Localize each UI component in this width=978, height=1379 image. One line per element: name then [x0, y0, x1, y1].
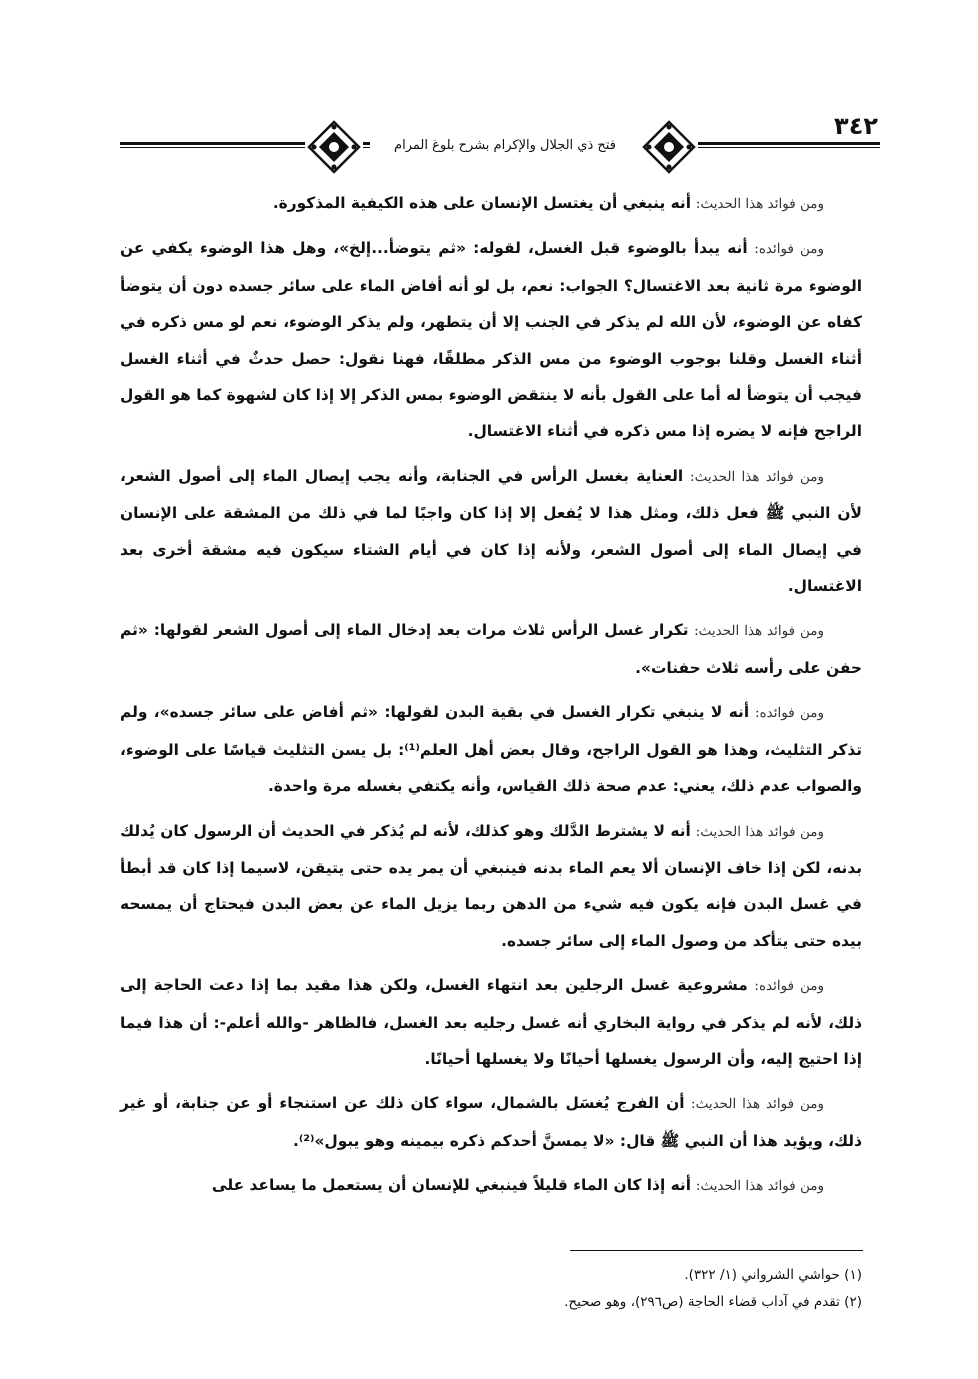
paragraph-text: أنه لا ينبغي تكرار الغسل في بقية البدن لقولها: «ثم أفاض على سائر جسده»، ولم تذكر التثليث، وهذا هو القول الراجح، وقال بعض أهل العلم⁽¹⁾: بل يسن التثليث قياسًا على الوضوء، والصواب عدم ذلك، يعني: عدم صحة ذلك القياس، وأنه يكتفي بغسله مرة واحدة. [120, 703, 862, 796]
paragraph-lead: ومن فوائده: [754, 978, 824, 995]
paragraph [120, 185, 862, 222]
paragraph-lead: ومن فوائده: [754, 241, 824, 258]
paragraph-lead: ومن فوائد هذا الحديث: [691, 1096, 824, 1113]
body-text [120, 185, 862, 1213]
paragraph-text: أنه لا يشترط الدَّلك وهو كذلك، لأنه لم يُذكر في الحديث أن الرسول كان يُدلك بدنه، لكن إذا خاف الإنسان ألا يعم الماء بدنه فينبغي أن يمر يده حتى يتيقن، لاسيما إذا كان قد أبطأ في غسل البدن فإنه يكون فيه شيء من الدهن ربما يزيل الماء عن بعض البدن فيحتاج أن يمسحه بيده حتى يتأكد من وصول الماء إلى سائر جسده. [120, 821, 862, 950]
paragraph-lead: ومن فوائده: [755, 705, 824, 722]
paragraph-text: مشروعية غسل الرجلين بعد انتهاء الغسل، ولكن هذا مقيد بما إذا دعت الحاجة إلى ذلك، لأنه لم يذكر في رواية البخاري أنه غسل رجليه بعد الغسل، فالظاهر -والله أعلم-: أن هذا فيما إذا احتيج إليه، وأن الرسول يغسلها أحيانًا ولا يغسلها أحيانًا. [120, 976, 862, 1068]
paragraph-text: أن الفرج يُغسَل بالشمال، سواء كان ذلك عن استنجاء أو عن جنابة، أو غير ذلك، ويؤيد هذا أن النبي ﷺ قال: «لا يمسنَّ أحدكم ذكره بيمينه وهو يبول»⁽²⁾. [120, 1094, 862, 1150]
paragraph-lead: ومن فوائد هذا الحديث: [695, 823, 825, 840]
paragraph [120, 813, 862, 960]
paragraph [120, 458, 862, 605]
paragraph-lead: ومن فوائد هذا الحديث: [690, 468, 824, 485]
page-number: ٣٤٢ [834, 112, 878, 140]
footnote-separator [570, 1250, 863, 1251]
paragraph [120, 967, 862, 1077]
paragraph [120, 230, 862, 449]
ornament-left-icon [305, 118, 363, 176]
paragraph [120, 1167, 862, 1204]
page-header [120, 112, 880, 172]
paragraph [120, 612, 862, 686]
paragraph-lead: ومن فوائد هذا الحديث: [695, 1178, 824, 1195]
paragraph-text: تكرار غسل الرأس ثلاث مرات بعد إدخال الماء إلى أصول الشعر لقولها: «ثم حفن على رأسه ثلاث حفنات». [120, 621, 862, 677]
paragraph-lead: ومن فوائد هذا الحديث: [695, 196, 824, 212]
paragraph [120, 1085, 862, 1159]
footnote: (٢) تقدم في آداب قضاء الحاجة (ص٢٩٦)، وهو صحيح. [564, 1294, 862, 1310]
ornament-right-icon [640, 118, 698, 176]
footnote: (١) حواشي الشرواني (١/ ٣٢٢). [684, 1267, 862, 1283]
running-title: فتح ذي الجلال والإكرام بشرح بلوغ المرام [370, 134, 640, 158]
footnotes [120, 1262, 862, 1316]
paragraph-text: أنه يبدأ بالوضوء قبل الغسل، لقوله: «ثم يتوضأ...إلخ»، وهل هذا الوضوء يكفي عن الوضوء مرة ثانية بعد الاغتسال؟ الجواب: نعم، بل لو أنه أفاض الماء على سائر جسده دون أن يتوضأ كفاه عن الوضوء، لأن الله لم يذكر في الجنب إلا أن يتطهر، ولم يذكر الوضوء، نعم لو مس ذكره في أثناء الغسل وقلنا بوجوب الوضوء من مس الذكر مطلقًا، فهنا نقول: حصل حدثٌ في أثناء الغسل فيجب أن يتوضأ له أما على القول بأنه لا ينتقض الوضوء بمس الذكر إلا إذا كان لشهوة كما هو القول الراجح فإنه لا يضره إذا مس ذكره في أثناء الاغتسال. [120, 239, 862, 441]
paragraph-text: العناية بغسل الرأس في الجنابة، وأنه يجب إيصال الماء إلى أصول الشعر، لأن النبي ﷺ فعل ذلك، ومثل هذا لا يُفعل إلا إذا كان واجبًا لما في ذلك من المشقة على الإنسان في إيصال الماء إلى أصول الشعر، ولأنه إذا كان في أيام الشتاء سيكون فيه مشقة أخرى بعد الاغتسال. [120, 466, 862, 596]
paragraph-text: أنه ينبغي أن يغتسل الإنسان على هذه الكيفية المذكورة. [272, 194, 691, 212]
paragraph-lead: ومن فوائد هذا الحديث: [694, 623, 824, 640]
paragraph [120, 694, 862, 804]
paragraph-text: أنه إذا كان الماء قليلاً فينبغي للإنسان أن يستعمل ما يساعد على [211, 1176, 691, 1195]
